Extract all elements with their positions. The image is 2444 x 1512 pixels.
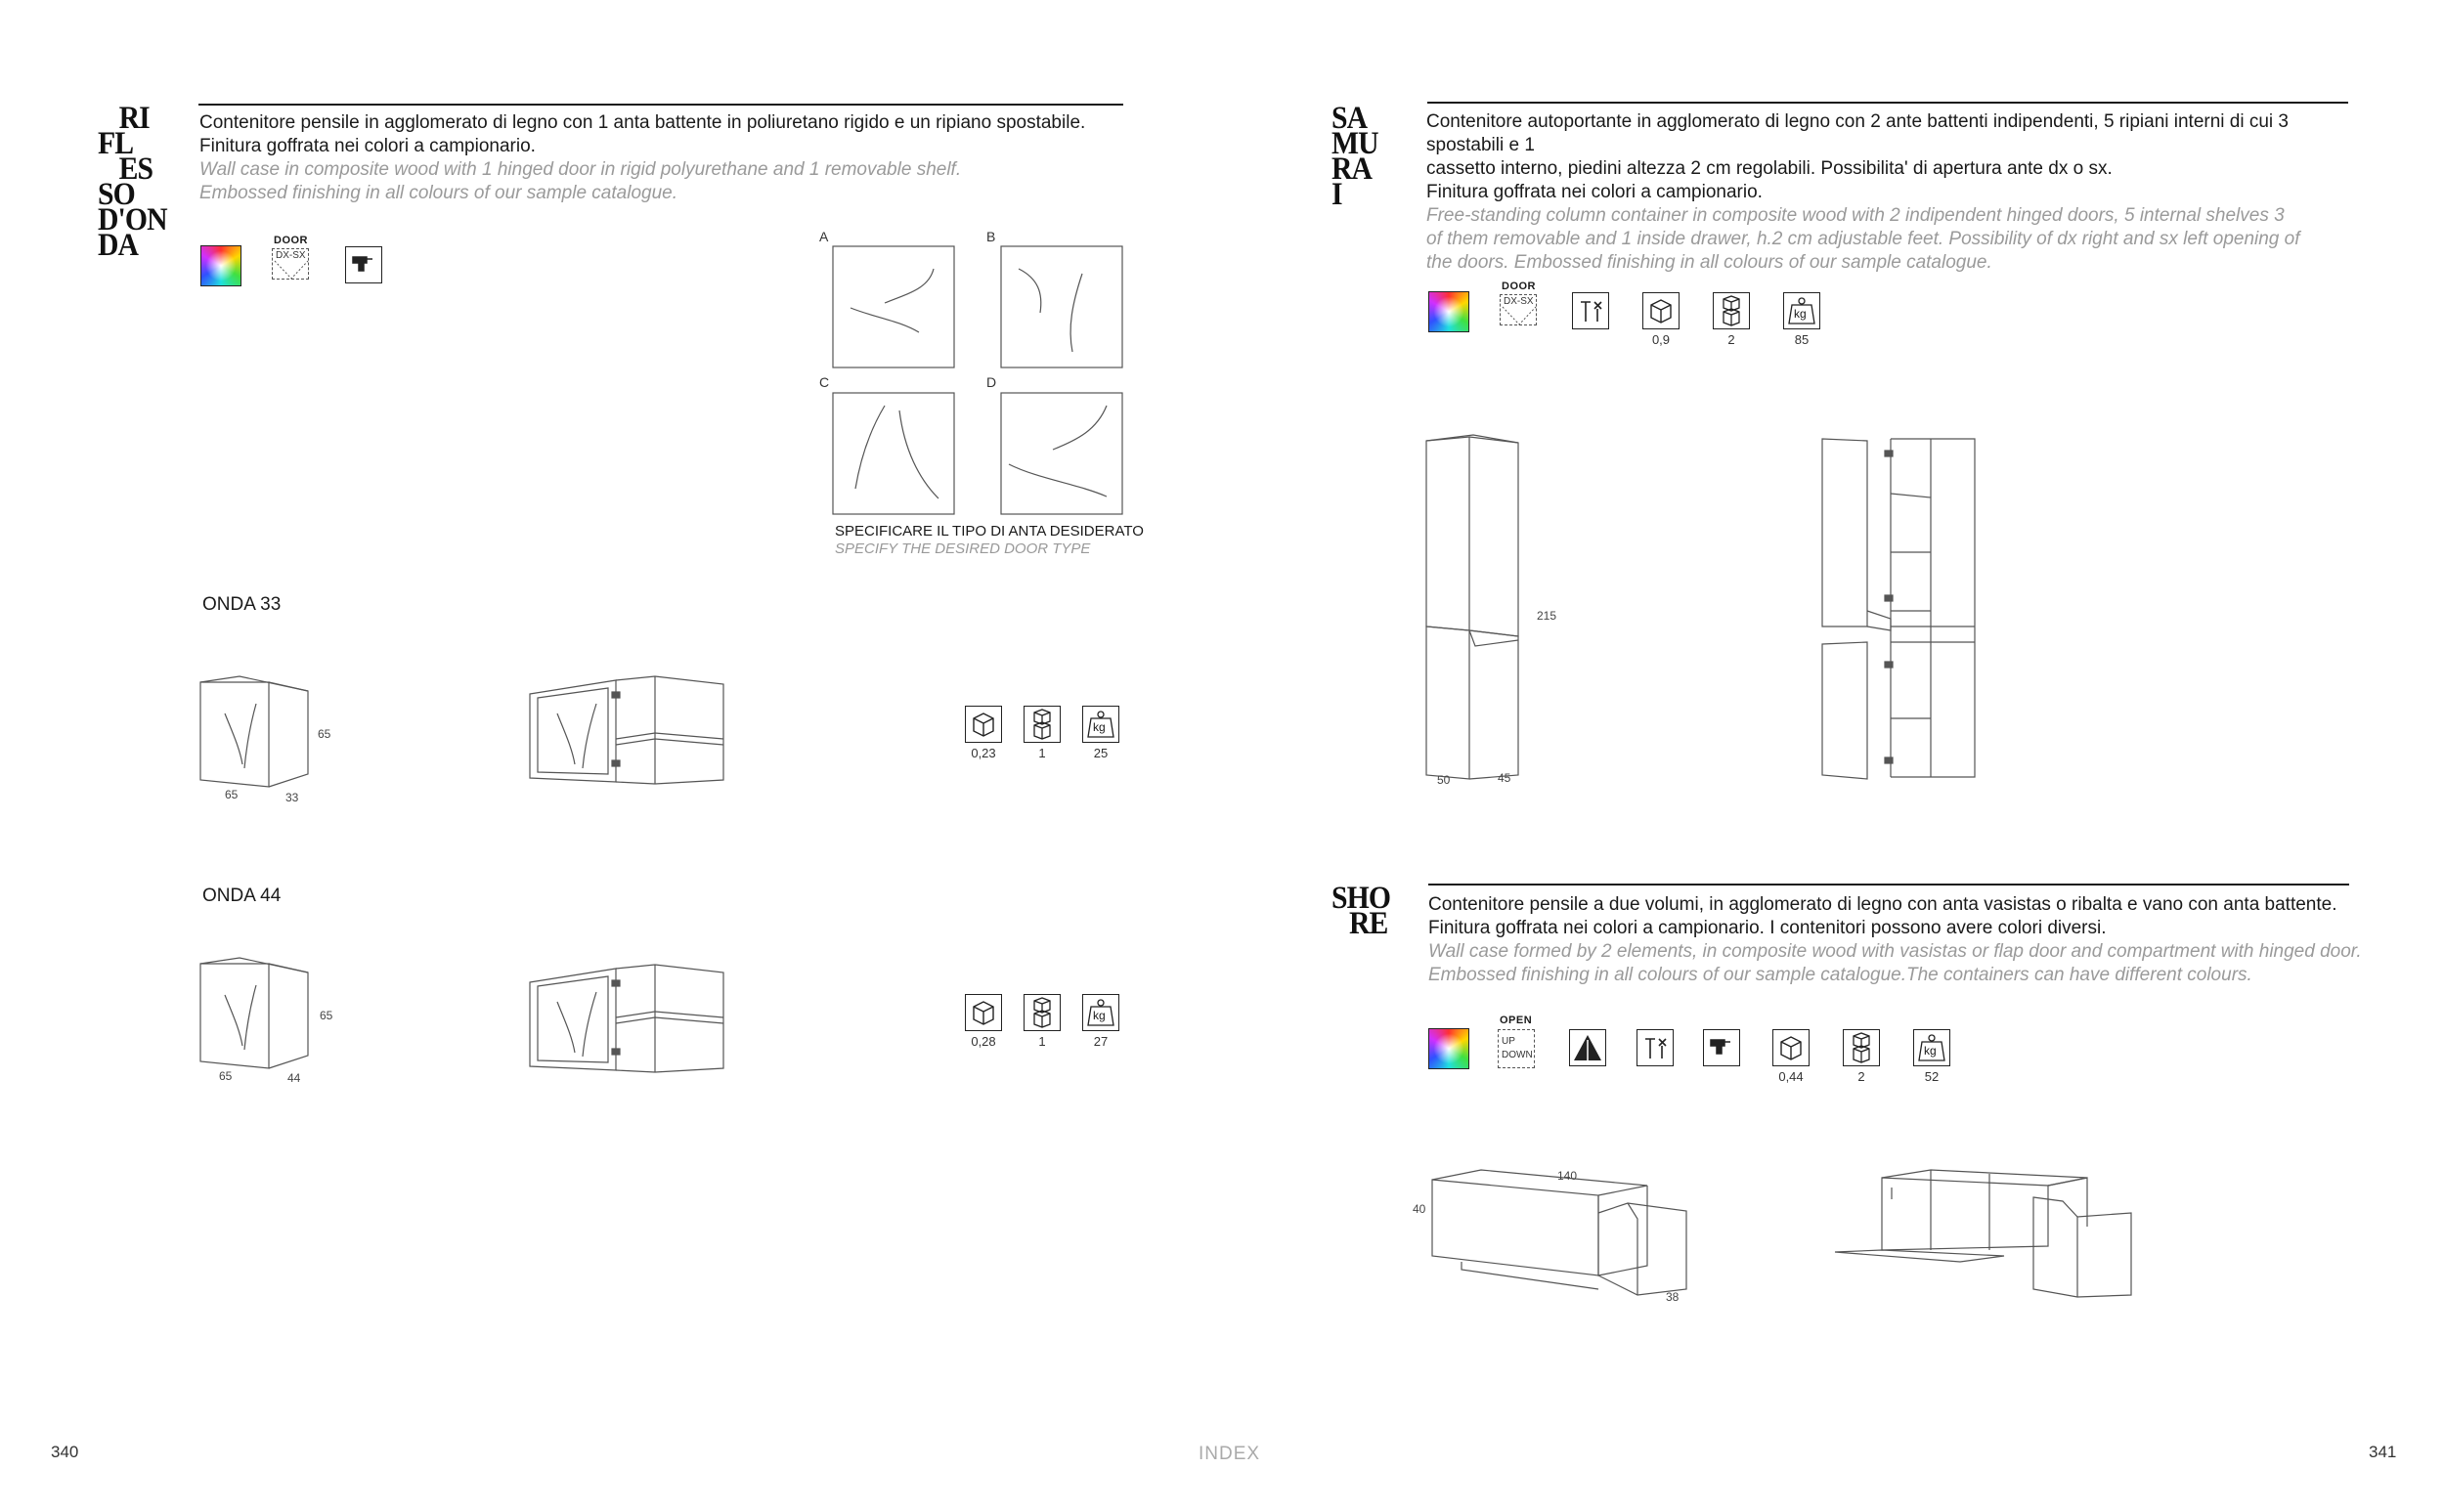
- open-label: OPEN: [1500, 1015, 1533, 1026]
- kg-label: kg: [1093, 1009, 1106, 1022]
- model-title-onda-44: ONDA 44: [202, 886, 282, 906]
- kg-label: kg: [1093, 720, 1106, 734]
- description-en-line: Wall case formed by 2 elements, in composite wood with vasistas or flap door and compartment with hinged door.: [1428, 941, 2362, 962]
- product-title-riflesso-donda: [98, 101, 167, 263]
- weight-icon: [1913, 1029, 1950, 1066]
- title-line: FL: [98, 126, 134, 161]
- dim-width: 65: [219, 1069, 233, 1083]
- description-it-line: Finitura goffrata nei colori a campionario.: [199, 136, 536, 156]
- weight-icon: [1082, 706, 1119, 743]
- samurai-description-block: [1426, 110, 2365, 275]
- dim-width: 50: [1437, 773, 1451, 787]
- dim-depth: 44: [287, 1071, 301, 1085]
- description-it-line: Contenitore pensile in agglomerato di legno con 1 anta battente in poliuretano rigido e un ripiano spostabile.: [199, 112, 1086, 133]
- description-en-line: Embossed finishing in all colours of our sample catalogue.The containers can have different colours.: [1428, 965, 2252, 985]
- dim-height: 40: [1413, 1202, 1426, 1216]
- door-type-label-d: D: [986, 374, 997, 390]
- title-line: ES: [118, 151, 153, 187]
- product-title-shore: [1331, 881, 1391, 941]
- open-direction-icon: [1498, 1029, 1535, 1068]
- section-rule: [1427, 102, 2348, 104]
- weight-icon: [1082, 994, 1119, 1031]
- title-line: SA: [1331, 101, 1368, 136]
- packages-icon: [1024, 994, 1061, 1031]
- dim-height: 215: [1537, 609, 1557, 623]
- volume-icon: [965, 706, 1002, 743]
- title-line: SHO: [1331, 881, 1391, 916]
- volume-value: 0,23: [971, 746, 996, 760]
- packages-icon: [1843, 1029, 1880, 1066]
- door-label: DOOR: [274, 235, 308, 246]
- title-line: SO: [98, 177, 135, 212]
- color-options-icon: [200, 245, 241, 286]
- dim-width: 65: [225, 788, 239, 801]
- door-option: DX-SX: [276, 250, 306, 261]
- section-rule: [1428, 884, 2349, 886]
- packages-value: 2: [1727, 332, 1735, 347]
- packages-icon: [1713, 292, 1750, 329]
- index-link[interactable]: INDEX: [1199, 1444, 1261, 1464]
- door-option: DX-SX: [1504, 296, 1534, 307]
- open-option-down: DOWN: [1502, 1050, 1533, 1060]
- dim-depth: 33: [285, 791, 299, 804]
- dim-height: 65: [318, 727, 331, 741]
- shore-description-block: [1428, 893, 2367, 987]
- door-opening-icon: [272, 248, 309, 280]
- page-number-right: 341: [2369, 1443, 2397, 1461]
- volume-icon: [1772, 1029, 1810, 1066]
- product-title-samurai: [1331, 101, 1378, 212]
- kg-label: kg: [1924, 1044, 1937, 1058]
- warning-icon: [1569, 1029, 1606, 1066]
- packages-icon: [1024, 706, 1061, 743]
- section-rule: [198, 104, 1123, 106]
- packages-value: 1: [1038, 746, 1046, 760]
- samurai-closed-drawing: [1422, 435, 1520, 787]
- description-en-line: Free-standing column container in composite wood with 2 indipendent hinged doors, 5 internal shelves 3: [1426, 205, 2285, 226]
- description-it-line: Contenitore pensile a due volumi, in agglomerato di legno con anta vasistas o ribalta e vano con anta battente.: [1428, 894, 2337, 915]
- adjustable-feet-icon: [1637, 1029, 1674, 1066]
- door-type-panels: [831, 244, 1124, 518]
- title-line: RA: [1331, 151, 1373, 187]
- weight-value: 52: [1924, 1069, 1940, 1084]
- onda-33-open-drawing: [528, 674, 733, 792]
- shore-open-drawing: [1833, 1168, 2146, 1305]
- door-type-b-panel: [1001, 246, 1122, 367]
- description-block: [199, 111, 1138, 205]
- description-it-line: Finitura goffrata nei colori a campionario.: [1426, 182, 1763, 202]
- weight-value: 85: [1794, 332, 1810, 347]
- door-type-label-c: C: [819, 374, 830, 390]
- samurai-open-drawing: [1818, 435, 1994, 787]
- drill-icon: [345, 246, 382, 283]
- title-line: I: [1331, 177, 1342, 212]
- volume-value: 0,28: [971, 1034, 996, 1049]
- packages-value: 2: [1857, 1069, 1865, 1084]
- description-en-line: of them removable and 1 inside drawer, h.2 cm adjustable feet. Possibility of dx right and sx left opening of: [1426, 229, 2300, 249]
- description-it-line: Finitura goffrata nei colori a campionario. I contenitori possono avere colori diversi.: [1428, 918, 2107, 938]
- onda-33-closed-drawing: [196, 674, 313, 792]
- door-label: DOOR: [1502, 281, 1536, 292]
- drill-icon: [1703, 1029, 1740, 1066]
- color-options-icon: [1428, 1028, 1469, 1069]
- weight-value: 25: [1093, 746, 1109, 760]
- model-title-onda-33: ONDA 33: [202, 594, 282, 615]
- color-options-icon: [1428, 291, 1469, 332]
- door-type-c-panel: [833, 393, 954, 514]
- page-number-left: 340: [51, 1443, 79, 1461]
- title-line: RI: [118, 101, 150, 136]
- title-line: DA: [98, 228, 139, 263]
- door-type-a-panel: [833, 246, 954, 367]
- open-option-up: UP: [1502, 1036, 1515, 1047]
- description-en-line: Embossed finishing in all colours of our sample catalogue.: [199, 183, 677, 203]
- description-en-line: Wall case in composite wood with 1 hinged door in rigid polyurethane and 1 removable shelf.: [199, 159, 962, 180]
- door-opening-icon: [1500, 294, 1537, 325]
- door-type-label-a: A: [819, 229, 829, 244]
- dim-depth: 45: [1498, 771, 1511, 785]
- onda-44-closed-drawing: [196, 956, 313, 1073]
- onda-44-open-drawing: [528, 963, 733, 1080]
- door-type-note-en: SPECIFY THE DESIRED DOOR TYPE: [835, 540, 1091, 557]
- weight-value: 27: [1093, 1034, 1109, 1049]
- volume-value: 0,44: [1778, 1069, 1804, 1084]
- volume-icon: [1642, 292, 1680, 329]
- adjustable-feet-icon: [1572, 292, 1609, 329]
- dim-height: 65: [320, 1009, 333, 1022]
- shore-closed-drawing: [1422, 1168, 1696, 1305]
- volume-icon: [965, 994, 1002, 1031]
- weight-icon: [1783, 292, 1820, 329]
- door-type-note-it: SPECIFICARE IL TIPO DI ANTA DESIDERATO: [835, 523, 1144, 540]
- dim-depth: 38: [1666, 1290, 1680, 1304]
- title-line: D'ON: [98, 202, 167, 238]
- description-it-line: cassetto interno, piedini altezza 2 cm regolabili. Possibilita' di apertura ante dx o sx.: [1426, 158, 2113, 179]
- volume-value: 0,9: [1651, 332, 1671, 347]
- dim-width: 140: [1557, 1169, 1578, 1183]
- packages-value: 1: [1038, 1034, 1046, 1049]
- title-line: MU: [1331, 126, 1378, 161]
- title-line: RE: [1349, 906, 1388, 941]
- door-type-label-b: B: [986, 229, 996, 244]
- kg-label: kg: [1794, 307, 1807, 321]
- description-en-line: the doors. Embossed finishing in all colours of our sample catalogue.: [1426, 252, 1992, 273]
- door-type-d-panel: [1001, 393, 1122, 514]
- description-it-line: Contenitore autoportante in agglomerato di legno con 2 ante battenti indipendenti, 5 ripiani interni di cui 3 spostabili e 1: [1426, 111, 2289, 155]
